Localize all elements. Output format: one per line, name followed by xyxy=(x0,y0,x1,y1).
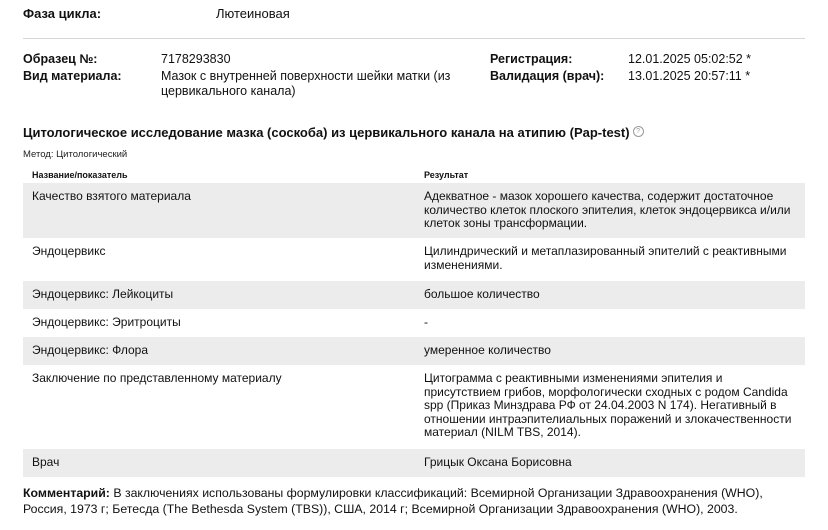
row-name: Эндоцервикс: Лейкоциты xyxy=(32,287,174,301)
sample-number-label: Образец №: xyxy=(23,52,98,66)
row-name: Эндоцервикс xyxy=(32,244,106,258)
row-result: Грицык Оксана Борисовна xyxy=(424,455,572,469)
phase-label: Фаза цикла: xyxy=(23,6,102,21)
phase-value: Лютеиновая xyxy=(216,6,290,21)
validation-value: 13.01.2025 20:57:11 * xyxy=(628,69,751,83)
table-row xyxy=(23,238,805,281)
help-icon[interactable]: ? xyxy=(633,126,644,137)
row-result: Адекватное - мазок хорошего качества, содержит достаточное количество клеток плоского эпителия, клеток эндоцервикса и/или клеток зоны трансформации. xyxy=(424,189,791,230)
row-name: Качество взятого материала xyxy=(32,189,191,203)
row-result: умеренное количество xyxy=(424,343,551,357)
row-result: большое количество xyxy=(424,287,540,301)
header-result: Результат xyxy=(424,170,469,180)
header-name: Название/показатель xyxy=(32,170,128,180)
row-name: Эндоцервикс: Эритроциты xyxy=(32,315,181,329)
table-row xyxy=(23,183,805,238)
row-result: Цитограмма с реактивными изменениями эпителия и присутствием грибов, морфологически сходных с родом Candida spp (Приказ Минздрава РФ от 24.04.2003 N 174). Негативный в отношении интраэпителиальных поражений и злокачественности материал (NILM TBS, 2014). xyxy=(424,371,792,439)
table-row xyxy=(23,309,805,337)
material-value: Мазок с внутренней поверхности шейки матки (из цервикального канала) xyxy=(161,69,451,98)
table-row xyxy=(23,281,805,309)
comment xyxy=(23,485,783,517)
method-label: Метод: Цитологический xyxy=(23,149,128,160)
registration-value: 12.01.2025 05:02:52 * xyxy=(628,52,752,66)
row-name: Заключение по представленному материалу xyxy=(32,371,282,385)
comment-text: В заключениях использованы формулировки классификаций: Всемирной Организации Здравоохранения (WHO), Россия, 1973 г; Бетесда (The Bethesda System (TBS)), США, 2014 г; Всемирной Организации Здравоохранения (WHO), 2003. xyxy=(23,486,763,516)
section-title-text: Цитологическое исследование мазка (соскоба) из цервикального канала на атипию (Pap-test) xyxy=(23,125,630,140)
results-table xyxy=(23,168,805,477)
table-row xyxy=(23,449,805,477)
validation-label: Валидация (врач): xyxy=(490,69,605,83)
row-result: - xyxy=(424,315,428,329)
table-row xyxy=(23,365,805,449)
table-header-row xyxy=(23,168,805,183)
sample-number-value: 7178293830 xyxy=(161,52,231,66)
registration-label: Регистрация: xyxy=(490,52,573,66)
row-name: Врач xyxy=(32,455,60,469)
material-label: Вид материала: xyxy=(23,69,122,83)
row-name: Эндоцервикс: Флора xyxy=(32,343,149,357)
table-row xyxy=(23,337,805,365)
section-title xyxy=(23,125,644,140)
comment-label: Комментарий: xyxy=(23,486,110,500)
divider xyxy=(23,38,805,39)
row-result: Цилиндрический и метаплазированный эпителий с реактивными изменениями. xyxy=(424,244,787,272)
